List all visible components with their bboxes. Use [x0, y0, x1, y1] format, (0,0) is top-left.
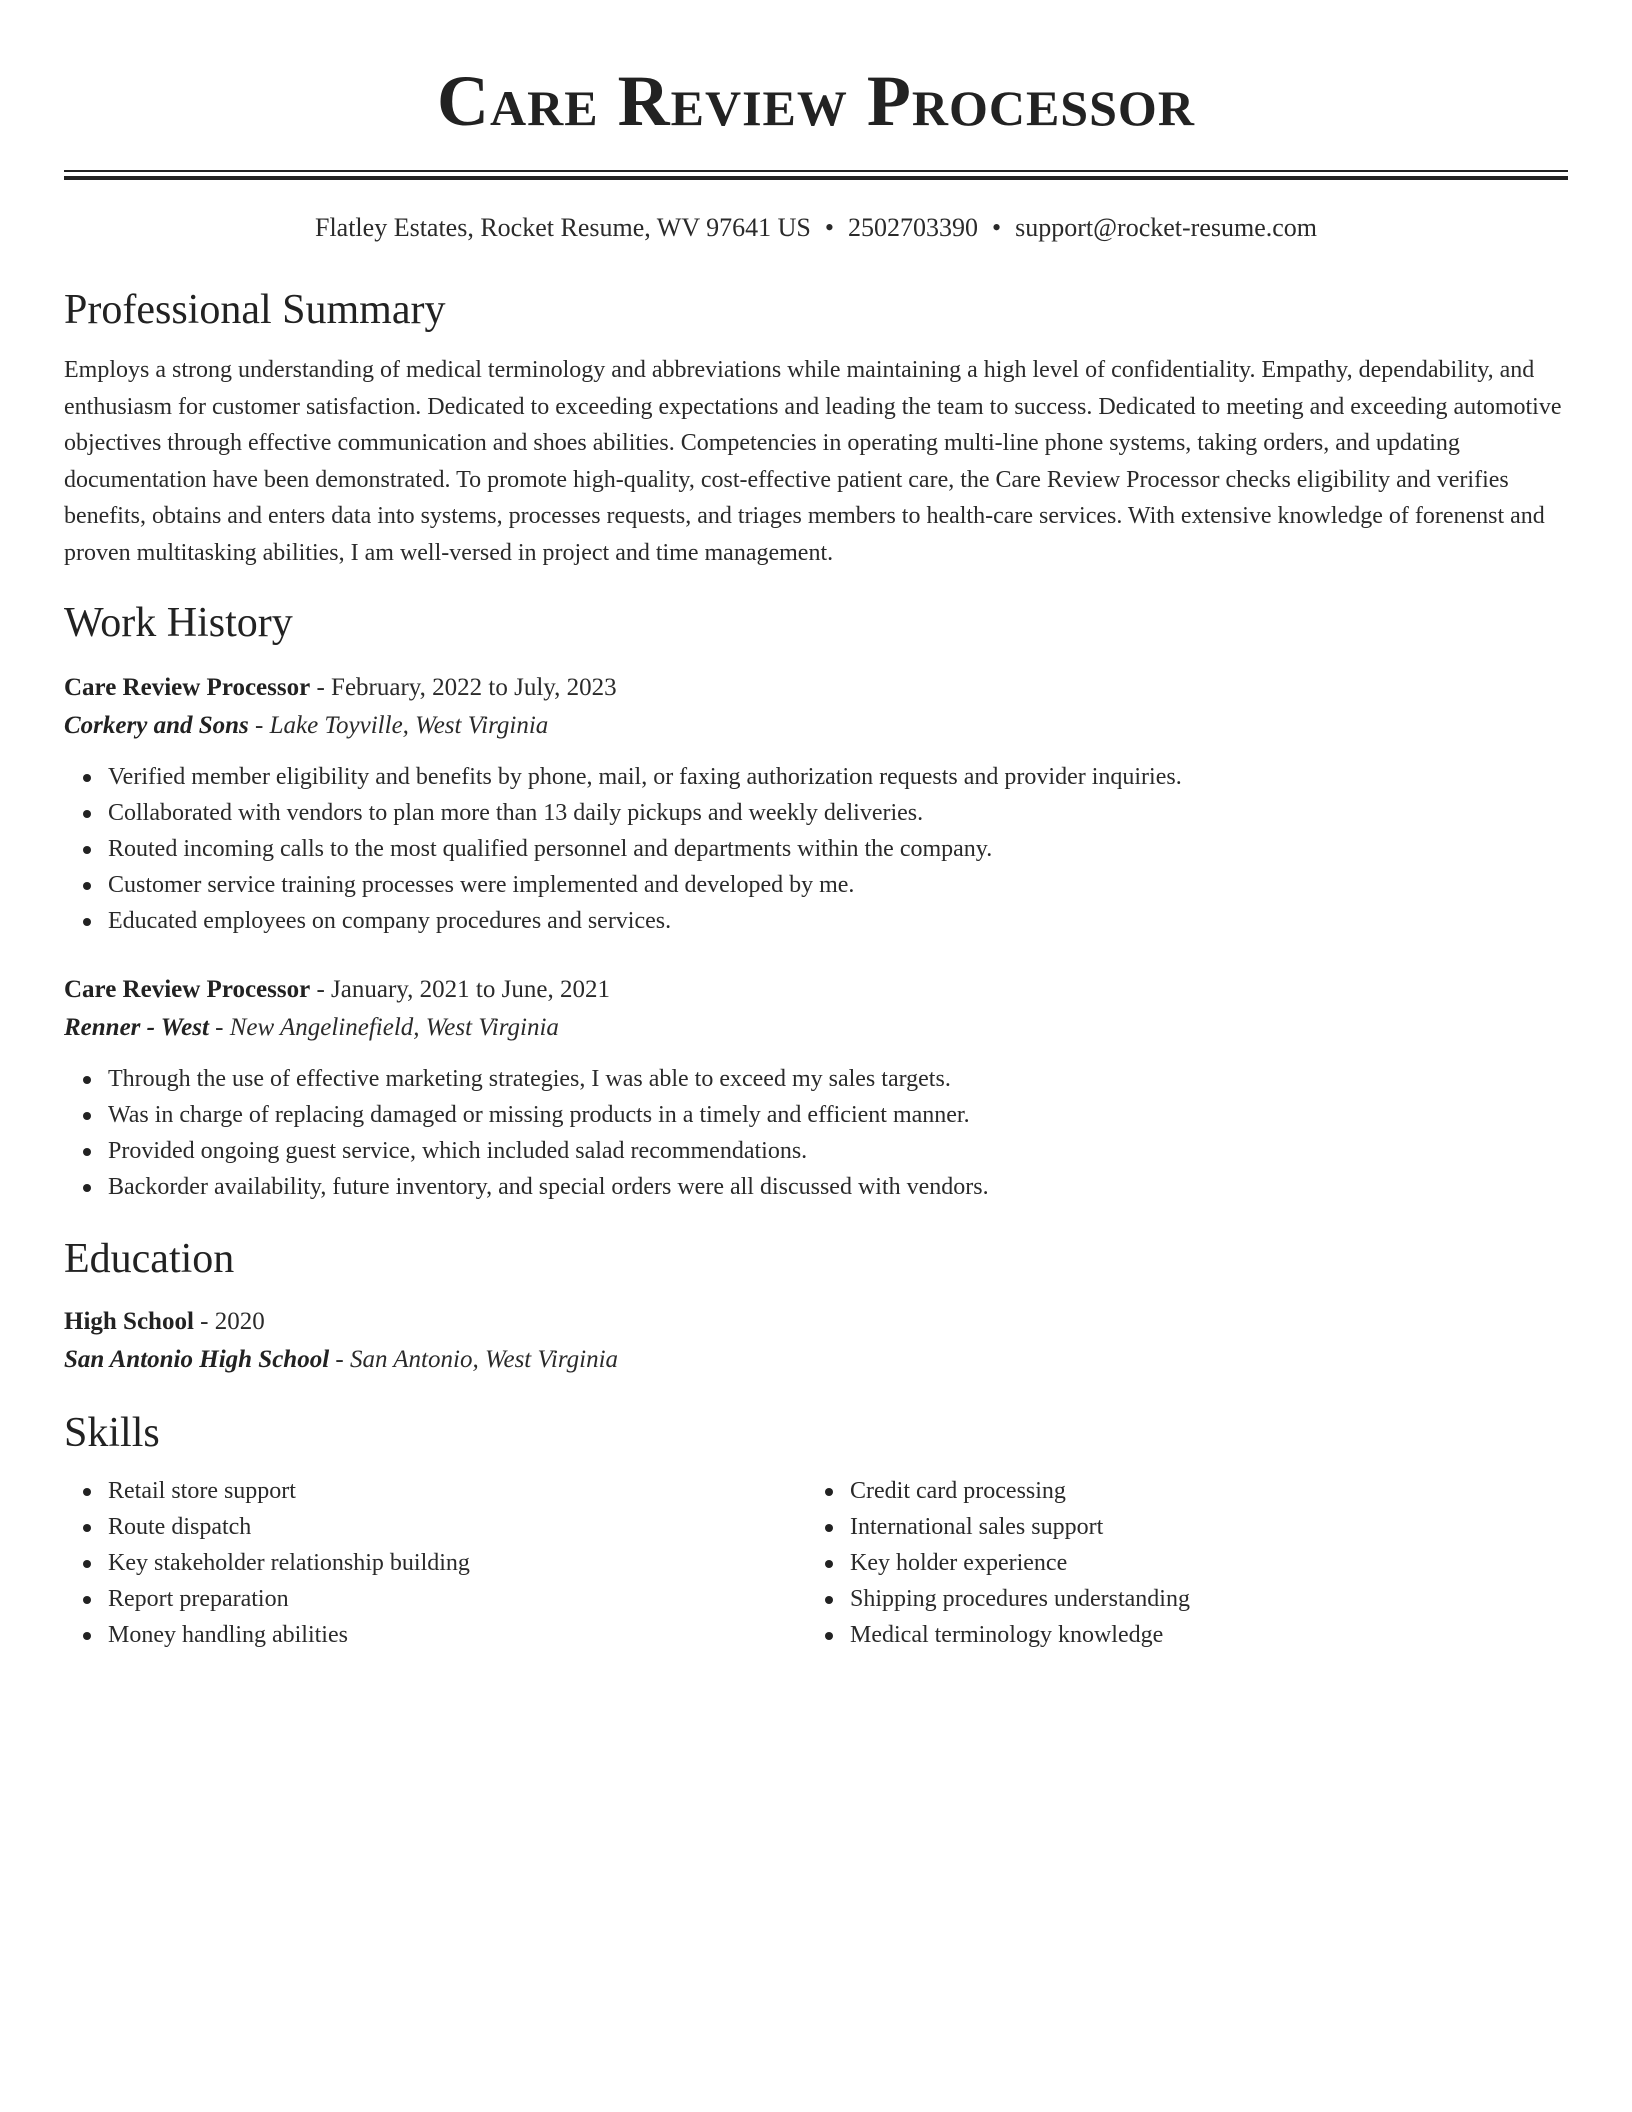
job-position: Care Review Processor: [64, 976, 311, 1003]
list-item: International sales support: [850, 1509, 1548, 1545]
job-entry: [64, 971, 1568, 1205]
list-item: Key holder experience: [850, 1545, 1548, 1581]
list-item: Was in charge of replacing damaged or missing products in a timely and efficient manner.: [108, 1097, 1568, 1133]
list-item: Medical terminology knowledge: [850, 1617, 1548, 1653]
education-entry: [64, 1303, 1568, 1379]
employer-line: [64, 707, 1568, 745]
employer-location: - Lake Toyville, West Virginia: [248, 712, 549, 739]
list-item: Provided ongoing guest service, which included salad recommendations.: [108, 1133, 1568, 1169]
job-duties-list: [64, 1061, 1568, 1205]
list-item: Shipping procedures understanding: [850, 1581, 1548, 1617]
header-divider: [64, 170, 1568, 180]
degree-name: High School: [64, 1308, 194, 1335]
contact-address: Flatley Estates, Rocket Resume, WV 97641 US: [314, 213, 811, 242]
list-item: Key stakeholder relationship building: [108, 1545, 806, 1581]
degree-line: [64, 1303, 1568, 1341]
job-title-line: [64, 971, 1568, 1009]
resume-page: [64, 0, 1568, 1653]
summary-text: Employs a strong understanding of medical terminology and abbreviations while maintaining a high level of confidentiality. Empathy, dependability, and enthusiasm for customer satisfaction. Dedicated to exceeding expectations and leading the team to success. Dedicated to meeting and exceeding automotive objectives through effective communication and shoes abilities. Competencies in operating multi-line phone systems, taking orders, and updating documentation have been demonstrated. To promote high-quality, cost-effective patient care, the Care Review Processor checks eligibility and verifies benefits, obtains and enters data into systems, processes requests, and triages members to health-care services. With extensive knowledge of forenenst and proven multitasking abilities, I am well-versed in project and time management.: [64, 357, 1562, 566]
list-item: Through the use of effective marketing strategies, I was able to exceed my sales targets.: [108, 1061, 1568, 1097]
employer-line: [64, 1009, 1568, 1047]
list-item: Money handling abilities: [108, 1617, 806, 1653]
list-item: Credit card processing: [850, 1473, 1548, 1509]
job-entry: [64, 669, 1568, 939]
job-duties-list: [64, 759, 1568, 939]
list-item: Customer service training processes were implemented and developed by me.: [108, 867, 1568, 903]
employer-location: - New Angelinefield, West Virginia: [208, 1014, 559, 1041]
resume-name: Care Review Processor: [437, 61, 1195, 141]
skills-grid: [64, 1473, 1568, 1653]
list-item: Route dispatch: [108, 1509, 806, 1545]
list-item: Educated employees on company procedures and services.: [108, 903, 1568, 939]
bullet-separator: •: [824, 213, 834, 242]
skills-heading: Skills: [64, 1410, 160, 1456]
job-position: Care Review Processor: [64, 674, 311, 701]
contact-email: support@rocket-resume.com: [1015, 213, 1318, 242]
work-history-heading: Work History: [64, 600, 293, 646]
list-item: Retail store support: [108, 1473, 806, 1509]
employer-name: Renner - West: [64, 1014, 209, 1041]
school-line: [64, 1341, 1568, 1379]
list-item: Verified member eligibility and benefits by phone, mail, or faxing authorization requests and provider inquiries.: [108, 759, 1568, 795]
list-item: Collaborated with vendors to plan more than 13 daily pickups and weekly deliveries.: [108, 795, 1568, 831]
contact-line: [64, 210, 1568, 246]
list-item: Report preparation: [108, 1581, 806, 1617]
skills-column-left: [64, 1473, 806, 1653]
job-dates: - January, 2021 to June, 2021: [310, 976, 610, 1003]
contact-phone: 2502703390: [847, 213, 978, 242]
school-location: - San Antonio, West Virginia: [329, 1346, 619, 1373]
job-dates: - February, 2022 to July, 2023: [310, 674, 617, 701]
bullet-separator: •: [991, 213, 1002, 242]
degree-year: - 2020: [193, 1308, 265, 1335]
employer-name: Corkery and Sons: [64, 712, 249, 739]
summary-heading: Professional Summary: [64, 287, 446, 333]
education-heading: Education: [64, 1236, 235, 1282]
list-item: Backorder availability, future inventory, and special orders were all discussed with vendors.: [108, 1169, 1568, 1205]
job-title-line: [64, 669, 1568, 707]
list-item: Routed incoming calls to the most qualified personnel and departments within the company.: [108, 831, 1568, 867]
school-name: San Antonio High School: [64, 1346, 330, 1373]
skills-column-right: [806, 1473, 1548, 1653]
